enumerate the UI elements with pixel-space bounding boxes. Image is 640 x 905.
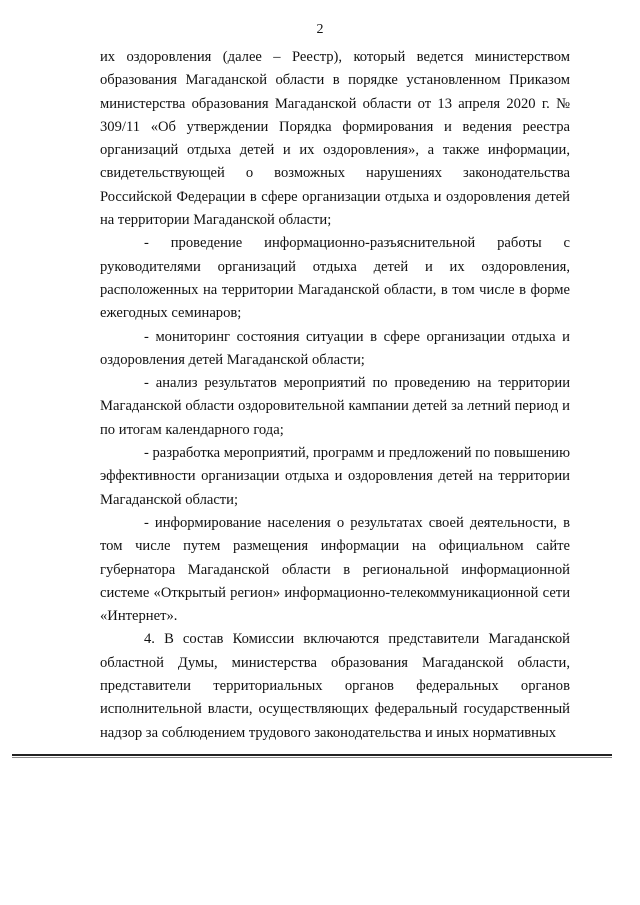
paragraph-monitoring: - мониторинг состояния ситуации в сфере организации отдыха и оздоровления детей Магаданской области; [100,328,570,368]
document-body [100,46,570,745]
paragraph-development: - разработка мероприятий, программ и предложений по повышению эффективности организации отдыха и оздоровления детей на территории Магаданской области; [100,445,570,508]
page-number: 2 [316,22,324,37]
paragraph-explanatory-work: - проведение информационно-разъяснительной работы с руководителями организаций отдыха детей и их оздоровления, расположенных на территории Магаданской области, в том числе в форме ежегодных семинаров; [100,235,570,322]
paragraph-informing: - информирование населения о результатах своей деятельности, в том числе путем размещения информации на официальном сайте губернатора Магаданской области в региональной информационной системе «Открытый регион» информационно-телекоммуникационной сети «Интернет». [100,514,570,625]
footer-rule [12,754,612,756]
paragraph-registry: их оздоровления (далее – Реестр), который ведется министерством образования Магаданской области в порядке установленном Приказом министерства образования Магаданской области от 13 апреля 2020 г. № 309/11 «Об утверждении Порядка формирования и ведения реестра организаций отдыха детей и их оздоровления», а также информации, свидетельствующей о возможных нарушениях законодательства Российской Федерации в сфере организации отдыха и оздоровления детей на территории Магаданской области; [100,49,570,229]
paragraph-commission-composition: 4. В состав Комиссии включаются представители Магаданской областной Думы, министерства образования Магаданской области, представители территориальных органов федеральных органов исполнительной власти, осуществляющих федеральный государственный надзор за соблюдением трудового законодательства и иных нормативных [100,631,570,741]
paragraph-analysis: - анализ результатов мероприятий по проведению на территории Магаданской области оздоровительной кампании детей за летний период и по итогам календарного года; [100,375,570,438]
footer-rule-thin [12,757,612,758]
